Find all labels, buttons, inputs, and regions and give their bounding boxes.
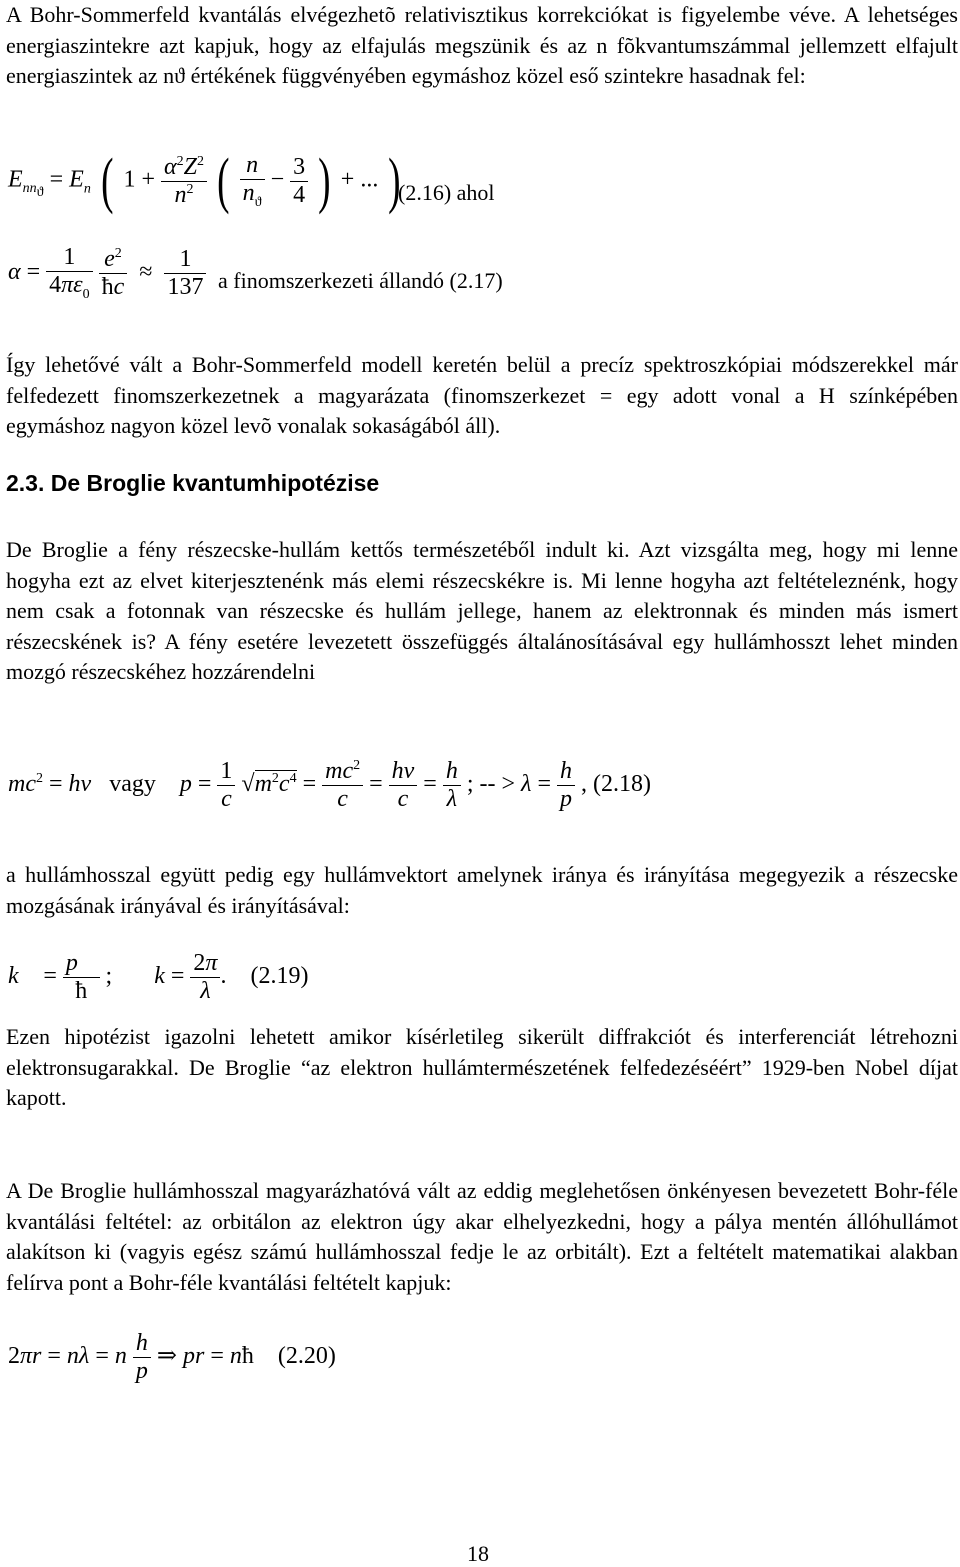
equation-2-19-label: (2.19) — [250, 963, 309, 990]
equation-2-20: 2πr = nλ = n $\frac{h}{p}$ ⇒ pr = nħ (2.20) — [8, 1330, 336, 1384]
de-broglie-paragraph: De Broglie a fény részecske-hullám kettős természetéből indult ki. Azt vizsgálta meg, hogy mi lenne hogyha ezt az elvet kiterjesztenénk más elemi részecskékre is. Mi lenne hogyha azt feltételeznénk, hogy nem csak a fotonnak van részecske és hullám jellege, hanem az elektronnak és minden más ismert részecskének is? A fény esetére levezetett összefüggés általánosításával egy hullámhosszt lehet minden mozgó részecskéhez hozzárendelni — [6, 537, 958, 685]
equation-2-18-label: , (2.18) — [580, 771, 651, 798]
equation-2-16-label: (2.16) ahol — [398, 180, 495, 205]
equation-2-17: α = $\frac{1}{4\pi\varepsilon_0}$ $\frac{e^2}{ħc}$ ≈ $\frac{1}{137}$ — [8, 244, 206, 303]
equation-2-18-arrow: ; -- > — [466, 771, 516, 798]
intro-paragraph: A Bohr-Sommerfeld kvantálás elvégezhetõ relativisztikus korrekciókat is figyelembe véve. A lehetséges energiaszintekre azt kapjuk, hogy az elfajulás megszünik és az n fõkvantumszámmal jellemzett elfajult energiaszintek az nϑ értékének függvényében egymáshoz közel eső szintekre hasadnak fel: — [6, 2, 958, 89]
equation-2-17-label: a finomszerkezeti állandó (2.17) — [218, 268, 503, 293]
hypothesis-proof-paragraph: Ezen hipotézist igazolni lehetett amikor kísérletileg sikerült diffrakciót és interferenciát létrehozni elektronsugarakkal. De Broglie “az elektron hullámtermészetének felfedezéséért” 1929-ben Nobel díjat kapott. — [6, 1024, 958, 1111]
wave-vector-paragraph: a hullámhosszal együtt pedig egy hullámvektort amelynek iránya és irányítása megegyezik a részecske mozgásának irányával és irányításával: — [6, 862, 958, 918]
quantization-paragraph: A De Broglie hullámhosszal magyarázhatóvá vált az eddig meglehetősen önkényesen bevezetett Bohr-féle kvantálási feltétel: az orbitálon az elektron úgy akar elhelyezkedni, hogy a pálya mentén állóhullámot alakítson ki (vagyis egész számú hullámhosszal fedje le az orbitált). Ezt a feltételt matematikai alakban felírva pont a Bohr-féle kvantálási feltételt kapjuk: — [6, 1178, 958, 1295]
equation-2-18: $mc^2 = h\nu$ vagy p = $\frac{1}{c}$ $√m^2c^4$ = $\frac{mc^2}{c}$ = $\frac{h\nu}{c}$ = $\frac{h}{\lambda}$ ; -- > λ = $\frac{h}{p}$ , (2.18) — [8, 758, 651, 812]
equation-2-19: k⃗ = $\frac{p⃗}{ħ}$ ; k = $\frac{2\pi}{\lambda}$ . (2.19) — [8, 950, 309, 1004]
fine-structure-paragraph: Így lehetővé vált a Bohr-Sommerfeld modell keretén belül a precíz spektroszkópiai módszerekkel már felfedezett finomszerkezetnek a magyarázata (finomszerkezet = egy adott vonal a H színképében egymáshoz nagyon közel levõ vonalak sokaságából áll). — [6, 352, 958, 439]
page-number: 18 — [467, 1541, 489, 1566]
section-heading: 2.3. De Broglie kvantumhipotézise — [6, 470, 380, 496]
equation-2-16: $E_{nn_ϑ} = E_n$ ( 1 + $\frac{\alpha^2Z^2}{n^2}$ ( $\frac{n}{n_ϑ}$ − $\frac{3}{4}$ ) + ... ) — [8, 147, 401, 215]
equation-2-20-label: (2.20) — [277, 1343, 336, 1370]
equation-2-18-vagy: vagy — [109, 771, 156, 798]
